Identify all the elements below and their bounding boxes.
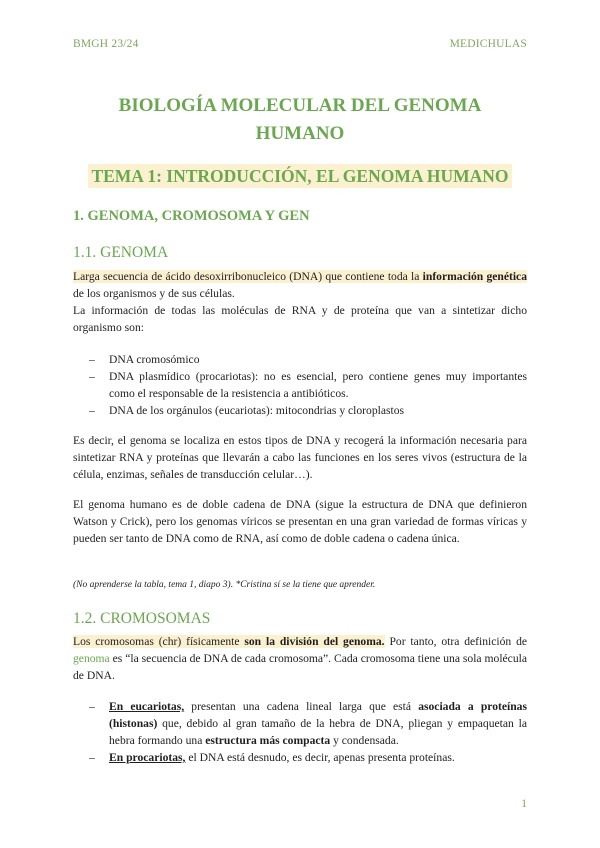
subsection-heading-cromosomas: 1.2. CROMOSOMAS [73, 610, 211, 627]
list-item-eucariotas [73, 698, 527, 749]
genoma-definition-highlight: Larga secuencia de ácido desoxirribonucleico (DNA) que contiene toda la [73, 270, 423, 283]
eucariotas-text-c: que, debido al gran tamaño de la hebra de DNA, pliegan y empaquetan la hebra formando una [109, 717, 527, 747]
genoma-definition [73, 268, 527, 302]
tema-heading-wrap [73, 164, 527, 188]
eucariotas-text-e: y condensada. [330, 734, 399, 747]
genoma-definition-bold: información genética [422, 270, 528, 283]
list-item: – DNA cromosómico [73, 351, 527, 368]
subsection-heading-genoma: 1.1. GENOMA [73, 244, 169, 261]
section-heading-1: 1. GENOMA, CROMOSOMA Y GEN [73, 208, 310, 224]
cromosomas-highlight-bold: son la división del genoma. [244, 635, 385, 648]
document-title [73, 92, 527, 148]
genoma-keyword: genoma [73, 652, 110, 665]
eucariotas-bold-b: asociada a proteínas (histonas) [109, 700, 527, 730]
cromosomas-text-rest: es “la secuencia de DNA de cada cromosoma”. Cada cromosoma tiene una sola molécula de DNA. [73, 652, 527, 682]
dna-types-list [73, 351, 527, 419]
cromosomas-text-mid: Por tanto, otra definición de [384, 635, 528, 648]
cromosomas-list [73, 698, 527, 766]
eucariotas-bold-d: estructura más compacta [205, 734, 331, 747]
genoma-definition-rest: de los organismos y de sus células. [73, 287, 235, 300]
page-number: 1 [521, 798, 527, 810]
genoma-paragraph-4: El genoma humano es de doble cadena de DNA (sigue la estructura de DNA que definieron Watson y Crick), pero los genomas víricos se presentan en una gran variedad de formas víricas y pueden ser tanto de DNA como de RNA, así como de doble cadena o cadena única. [73, 498, 527, 545]
genoma-paragraph-2: La información de todas las moléculas de RNA y de proteína que van a sintetizar dicho organismo son: [73, 304, 527, 334]
procariotas-text: el DNA está desnudo, es decir, apenas presenta proteínas. [185, 751, 455, 764]
eucariotas-text-a: presentan una cadena lineal larga que está [184, 700, 419, 713]
genoma-paragraph-3: Es decir, el genoma se localiza en estos tipos de DNA y recogerá la información necesaria para sintetizar RNA y proteínas que llevarán a cabo las funciones en los seres vivos (estructura de la célula, enzimas, señales de transducción celular…). [73, 434, 527, 481]
list-item: – DNA de los orgánulos (eucariotas): mitocondrias y cloroplastos [73, 402, 527, 419]
header-brand: MEDICHULAS [449, 38, 527, 50]
header-course-code: BMGH 23/24 [73, 38, 139, 50]
document-title-line2: HUMANO [255, 123, 345, 144]
eucariotas-label: En eucariotas, [109, 700, 185, 713]
list-item: – DNA plasmídico (procariotas): no es esencial, pero contiene genes muy importantes como el responsable de la resistencia a antibióticos. [73, 368, 527, 402]
cromosomas-highlight: Los cromosomas (chr) físicamente [73, 635, 245, 648]
list-item-procariotas [73, 749, 527, 766]
procariotas-label: En procariotas, [109, 751, 186, 764]
tema-heading: TEMA 1: INTRODUCCIÓN, EL GENOMA HUMANO [88, 164, 511, 188]
table-note: (No aprenderse la tabla, tema 1, diapo 3). *Cristina sí se la tiene que aprender. [73, 580, 376, 590]
document-title-line1: BIOLOGÍA MOLECULAR DEL GENOMA [118, 95, 482, 116]
cromosomas-paragraph [73, 633, 527, 684]
